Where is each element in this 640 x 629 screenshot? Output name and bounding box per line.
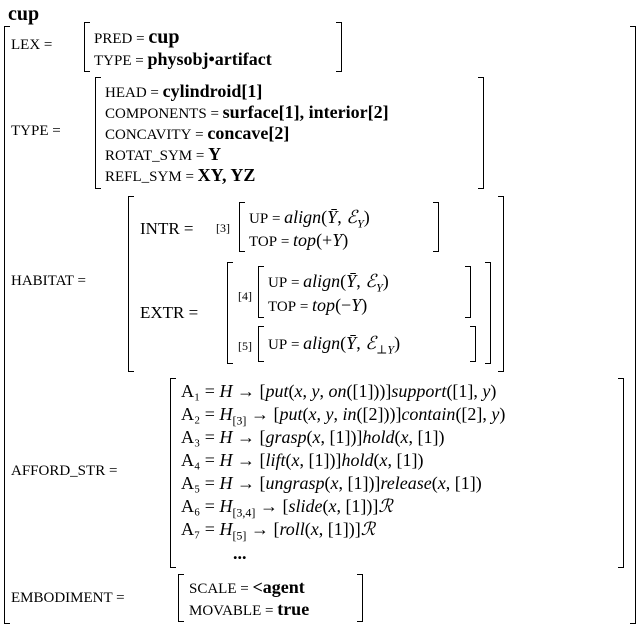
intr-top-row: TOP = top(+Y) — [249, 230, 349, 250]
lex-pred-row: PRED = cup — [94, 26, 180, 48]
intr-bracket-right — [433, 202, 439, 252]
habitat-label: HABITAT = — [11, 273, 86, 289]
afford-label: AFFORD_STR = — [11, 463, 118, 479]
afford-bracket-left — [170, 378, 176, 568]
afford-ellipsis — [181, 544, 247, 562]
extr4-up-row: UP = align(Ȳ, ℰ$_Y$) — [268, 271, 389, 295]
embodiment-bracket-left — [178, 574, 184, 622]
embodiment-scale-row: SCALE = <agent — [189, 577, 305, 597]
type-row-key: REFL_SYM — [105, 169, 182, 185]
afford-row-key: A₅ — [181, 473, 201, 493]
afford-row: A₃ = H → [grasp(x, [1])]hold(x, [1]) — [181, 427, 445, 447]
afford-row: $A_2 = H_{[3]} \to [put(x$, y, in([2]))]contain([2], y) — [181, 404, 506, 428]
type-row-key: ROTAT_SYM — [105, 148, 193, 164]
embodiment-movable-row: MOVABLE = true — [189, 599, 310, 619]
afford-row: $A_7 = H_{[5]}$ → [roll(x, [1])]ℛ — [181, 519, 376, 543]
type-row-value: Y — [208, 144, 222, 164]
type-row-value: cylindroid[1] — [162, 81, 263, 101]
extr4-bracket-left — [258, 266, 264, 318]
embodiment-label: EMBODIMENT = — [11, 590, 125, 606]
afford-row-value: $H_{[3,4]}$ → [slide(x, [1])]ℛ — [219, 496, 393, 520]
afford-row-value: H → [put(x, y, on([1]))]support([1], y) — [219, 381, 497, 401]
type-bracket-right — [478, 77, 484, 189]
type-row-value: concave[2] — [207, 123, 290, 143]
extr5-up-row: UP = align(Ȳ, ℰ$_{\perp Y}$) — [268, 333, 401, 357]
type-row: HEAD = cylindroid[1] — [105, 81, 263, 101]
afford-row-value: H → [ungrasp(x, [1])]release(x, [1]) — [219, 473, 482, 493]
lex-label: LEX = — [11, 37, 53, 53]
extr5-bracket-right — [470, 326, 476, 362]
type-row: COMPONENTS = surface[1], interior[2] — [105, 102, 389, 122]
type-row-key: CONCAVITY — [105, 127, 192, 143]
extr-index-4: [4] — [238, 289, 252, 303]
entity-title: cup — [8, 3, 40, 25]
lex-bracket-left — [84, 22, 90, 72]
lex-type-row: TYPE = physobj•artifact — [94, 49, 272, 69]
extr5-bracket-left — [258, 326, 264, 362]
afford-row: $A_6 = H_{[3,4]}$ → [slide(x, [1])]ℛ — [181, 496, 393, 520]
intr-up-row: UP = align(Ȳ, ℰ$_Y$) — [249, 207, 370, 231]
type-row-key: COMPONENTS — [105, 106, 207, 122]
extr4-bracket-right — [465, 266, 471, 318]
afford-row-key: A₄ — [181, 450, 201, 470]
afford-row: A₁ = H → [put(x, y, on([1]))]support([1], y) — [181, 381, 497, 401]
intr-label: INTR = — [140, 219, 194, 238]
extr-label: EXTR = — [140, 303, 199, 322]
afford-row-value: H → [lift(x, [1])]hold(x, [1]) — [219, 450, 424, 470]
outer-bracket-left — [4, 26, 10, 624]
type-row: REFL_SYM = XY, YZ — [105, 165, 256, 185]
type-label: TYPE = — [11, 123, 61, 139]
embodiment-bracket-right — [357, 574, 363, 622]
afford-row-value: $H_{[3]} \to [put(x$, y, in([2]))]contain([2], y) — [219, 404, 506, 428]
extr4-top-row: TOP = top(−Y) — [268, 295, 368, 315]
extr-index-5: [5] — [238, 339, 252, 353]
extr-bracket-right — [485, 262, 491, 364]
lex-bracket-right — [336, 22, 342, 72]
outer-bracket-right — [630, 26, 636, 624]
afford-row-value: $H_{[5]}$ → [roll(x, [1])]ℛ — [219, 519, 376, 543]
afford-ellipsis-text: ... — [233, 543, 247, 563]
type-row-value: surface[1], interior[2] — [222, 102, 389, 122]
intr-index: [3] — [216, 221, 230, 235]
afford-row-key: A₇ — [181, 519, 201, 539]
type-row: ROTAT_SYM = Y — [105, 144, 222, 164]
type-row-value: XY, YZ — [197, 165, 256, 185]
afford-row: A₄ = H → [lift(x, [1])]hold(x, [1]) — [181, 450, 424, 470]
afford-row-value: H → [grasp(x, [1])]hold(x, [1]) — [219, 427, 445, 447]
habitat-bracket-right — [498, 196, 504, 372]
habitat-bracket-left — [128, 196, 134, 372]
type-bracket-left — [95, 77, 101, 189]
extr-bracket-left — [227, 262, 233, 364]
afford-row: A₅ = H → [ungrasp(x, [1])]release(x, [1]) — [181, 473, 482, 493]
type-row: CONCAVITY = concave[2] — [105, 123, 290, 143]
afford-row-key: A₆ — [181, 496, 201, 516]
afford-bracket-right — [618, 378, 624, 568]
afford-row-key: A₃ — [181, 427, 201, 447]
type-row-key: HEAD — [105, 85, 147, 101]
intr-bracket-left — [239, 202, 245, 252]
afford-row-key: A₁ — [181, 381, 201, 401]
afford-row-key: A₂ — [181, 404, 201, 424]
